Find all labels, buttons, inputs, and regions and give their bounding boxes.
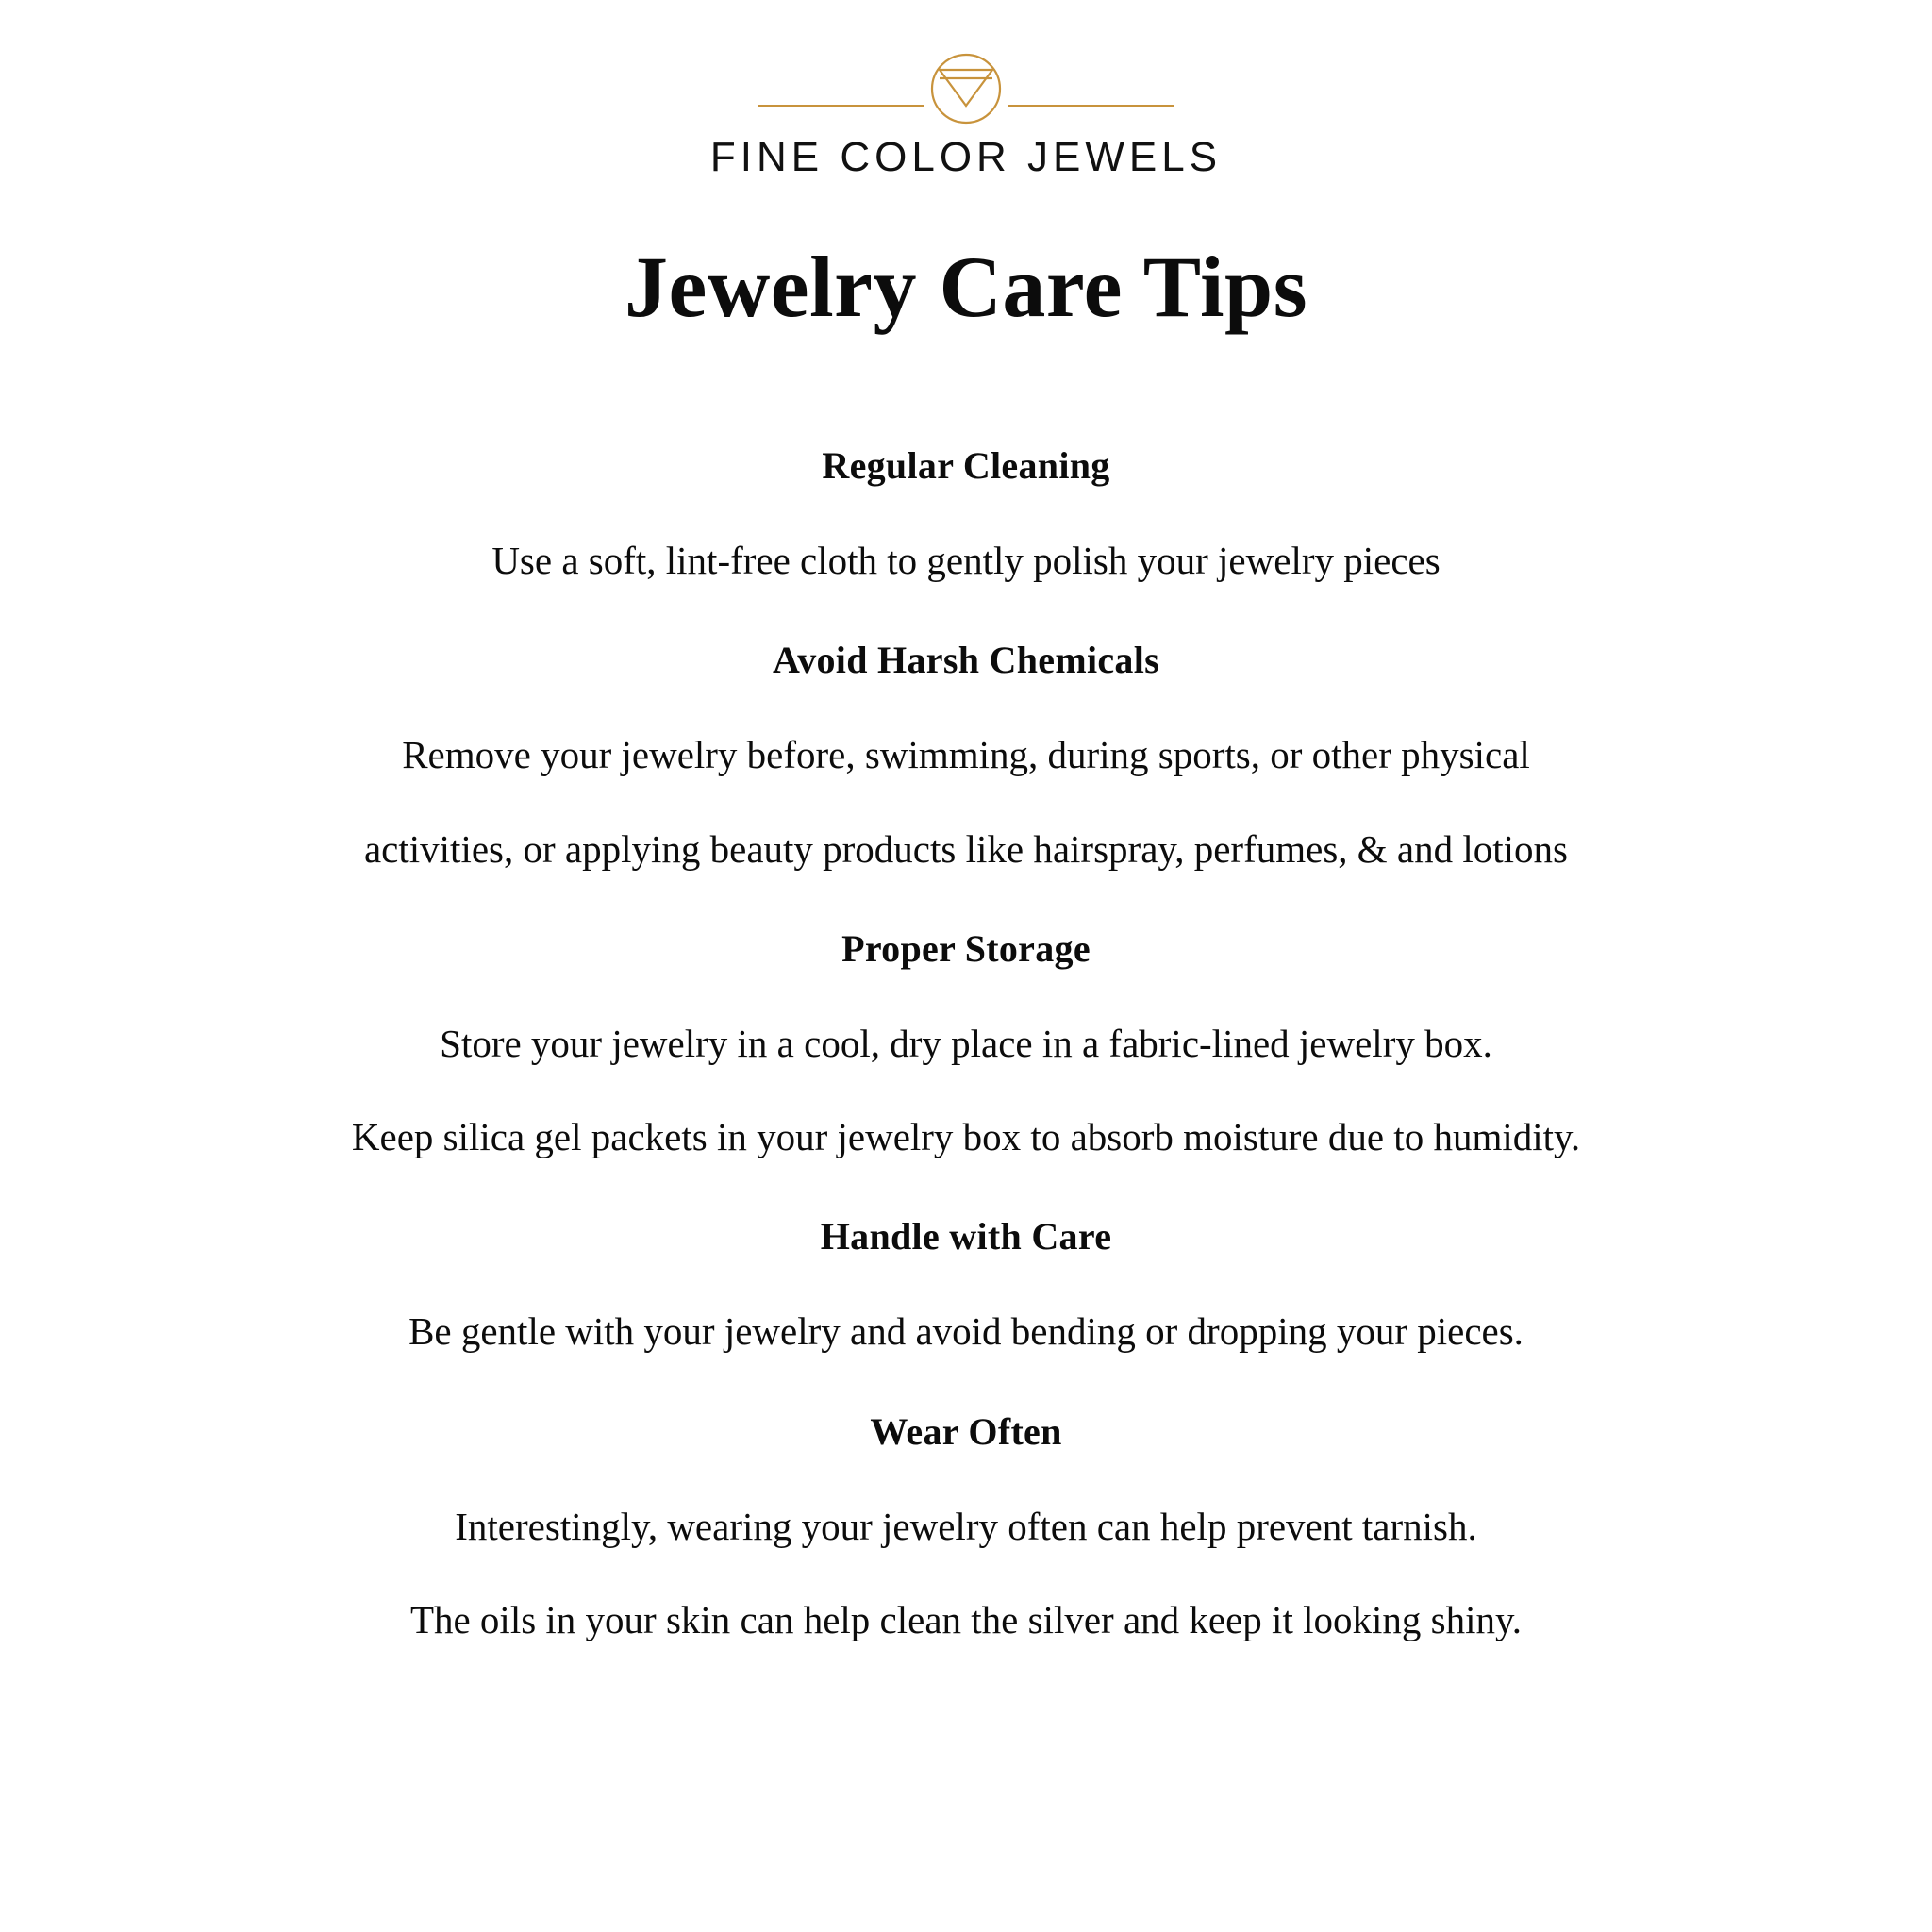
section-heading: Wear Often [870, 1409, 1062, 1453]
section-line: Remove your jewelry before, swimming, during sports, or other physical [402, 733, 1530, 777]
brand-name: FINE COLOR JEWELS [709, 134, 1223, 180]
section-line: Store your jewelry in a cool, dry place in a fabric-lined jewelry box. [440, 1021, 1492, 1065]
section-handle-with-care [98, 1161, 1834, 1356]
diamond-outline-icon [702, 47, 1230, 128]
brand-header [98, 47, 1834, 181]
section-heading: Handle with Care [820, 1215, 1112, 1258]
section-regular-cleaning [98, 391, 1834, 585]
page-content [13, 13, 1919, 1919]
section-line: Be gentle with your jewelry and avoid bending or dropping your pieces. [408, 1309, 1524, 1354]
section-heading: Avoid Harsh Chemicals [772, 639, 1159, 682]
section-line: The oils in your skin can help clean the silver and keep it looking shiny. [409, 1597, 1523, 1641]
section-line: Use a soft, lint-free cloth to gently polish your jewelry pieces [491, 539, 1441, 583]
section-proper-storage [98, 874, 1834, 1162]
section-heading: Regular Cleaning [822, 444, 1110, 488]
section-wear-often [98, 1357, 1834, 1645]
section-line: activities, or applying beauty products like hairspray, perfumes, & and lotions [363, 826, 1568, 871]
section-avoid-harsh-chemicals [98, 585, 1834, 874]
page-title: Jewelry Care Tips [624, 239, 1307, 335]
section-heading: Proper Storage [841, 926, 1091, 970]
section-line: Keep silica gel packets in your jewelry box to absorb moisture due to humidity. [351, 1115, 1581, 1159]
section-line: Interestingly, wearing your jewelry often can help prevent tarnish. [455, 1504, 1477, 1548]
